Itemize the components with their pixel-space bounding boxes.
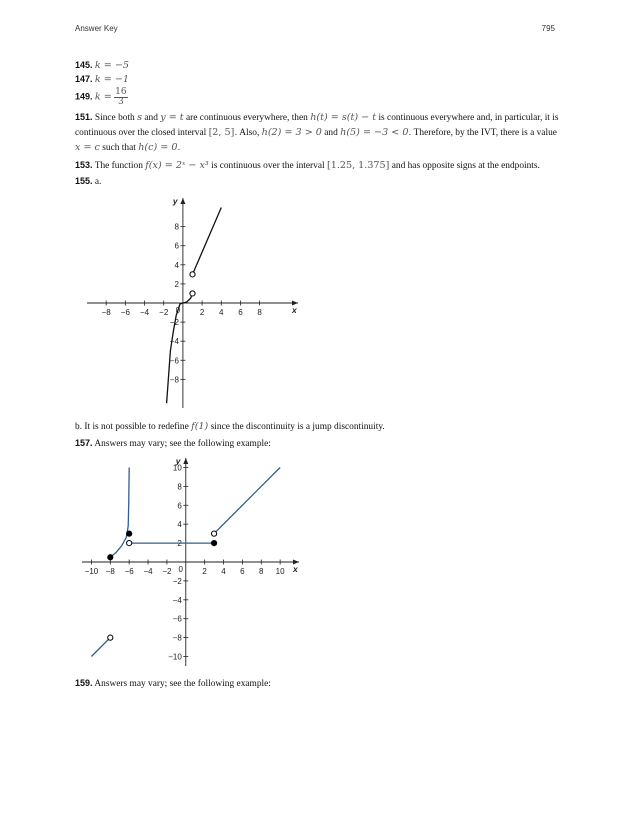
math: h(t) = s(t) − t [310, 112, 377, 123]
text: is continuous everywhere and, in particular, it is [378, 113, 559, 123]
closed-point [108, 555, 113, 560]
answer-145: 145. k = −5 [75, 60, 129, 71]
y-tick-label: −8 [169, 375, 179, 385]
x-tick-label: 6 [238, 308, 243, 317]
x-tick-label: 4 [219, 308, 224, 317]
math: [1.25, 1.375] [326, 160, 390, 171]
answer-155-part-b [75, 420, 557, 434]
series-line [214, 468, 280, 534]
x-tick-label: 10 [275, 567, 285, 576]
open-point [190, 291, 195, 296]
math: h(5) = −3 < 0. [340, 127, 412, 138]
answer-number: 153 [75, 160, 91, 170]
page-number: 795 [541, 24, 555, 33]
answer-equation: k = −5 [94, 60, 129, 71]
math: f(x) = 2ˣ − x³ [145, 160, 209, 171]
y-axis-arrow [183, 458, 188, 464]
open-point [190, 272, 195, 277]
x-tick-label: 8 [257, 308, 262, 317]
answer-number: 149 [75, 91, 91, 102]
answer-151-line-1: 151. Since both s and y = t are continuous everywhere, then h(t) = s(t) − t is continuous everywhere and, in particular, it is [75, 112, 559, 123]
answer-157: 157. Answers may vary; see the following example: [75, 438, 271, 449]
graph-155 [85, 192, 300, 412]
math: h(c) = 0. [138, 142, 181, 153]
x-tick-label: −2 [159, 308, 169, 317]
y-tick-label: 6 [174, 241, 179, 251]
origin-label: 0 [175, 306, 181, 315]
x-tick-label: 8 [259, 567, 264, 576]
x-tick-label: 2 [202, 567, 207, 576]
x-axis-label: x [293, 564, 298, 574]
answer-number: 155 [75, 176, 91, 186]
fraction [114, 88, 127, 107]
text: and [144, 113, 158, 123]
answer-151-line-2 [75, 126, 557, 140]
fraction-numerator: 16 [115, 87, 127, 97]
text: b. It is not possible to redefine [75, 422, 189, 432]
text: Therefore, by the IVT, there is a value [413, 128, 557, 138]
x-tick-label: −6 [124, 567, 134, 576]
text: and [324, 128, 338, 138]
y-tick-label: −8 [172, 633, 182, 643]
x-tick-label: 6 [240, 567, 245, 576]
math: s [137, 112, 143, 123]
text: The function [94, 161, 143, 171]
answer-159: 159. Answers may vary; see the following example: [75, 678, 271, 689]
text: Since both [94, 113, 135, 123]
y-tick-label: −6 [169, 356, 179, 366]
y-tick-label: 4 [177, 520, 182, 530]
graph-157 [78, 452, 303, 670]
answer-149: 149. k = $\frac{16}{3}$ [75, 87, 127, 107]
x-axis-label: x [292, 305, 297, 315]
text: and has opposite signs at the endpoints. [391, 161, 540, 171]
x-tick-label: −6 [120, 308, 130, 317]
series-line [193, 208, 222, 275]
y-tick-label: 8 [177, 482, 182, 492]
y-tick-label: 10 [172, 463, 182, 473]
math: f(1) [191, 421, 209, 432]
x-tick-label: −8 [101, 308, 111, 317]
x-tick-label: 2 [199, 308, 205, 317]
answer-number: 145 [75, 60, 91, 70]
y-tick-label: −4 [172, 595, 182, 605]
fraction-denominator: 3 [118, 97, 124, 107]
y-axis-label: y [172, 196, 178, 206]
text: Answers may vary; see the following example: [94, 679, 271, 689]
text: since the discontinuity is a jump discontinuity. [210, 422, 385, 432]
y-tick-label: −6 [172, 614, 182, 624]
answer-153: 153. The function f(x) = 2ˣ − x³ is continuous over the interval [1.25, 1.375] and has opposite signs at the endpoints. [75, 160, 540, 171]
y-tick-label: −4 [169, 337, 179, 347]
y-axis-label: y [175, 456, 181, 466]
answer-number: 159 [75, 678, 91, 688]
y-tick-label: −2 [172, 576, 182, 586]
text: is continuous over the interval [211, 161, 325, 171]
running-header-title: Answer Key [75, 24, 118, 33]
text: Answers may vary; see the following example: [94, 439, 271, 449]
open-point [127, 540, 132, 545]
origin-label: 0 [178, 565, 184, 574]
math: h(2) = 3 > 0 [261, 127, 322, 138]
text: Also, [239, 128, 260, 138]
answer-number: 151 [75, 112, 91, 122]
open-point [108, 635, 113, 640]
y-tick-label: 8 [174, 222, 179, 232]
y-tick-label: 6 [177, 501, 182, 511]
series-line [91, 638, 110, 657]
x-tick-label: −8 [105, 567, 115, 576]
y-tick-label: 4 [174, 260, 179, 270]
y-tick-label: −10 [168, 652, 182, 662]
text: are continuous everywhere, then [186, 113, 308, 123]
math: y = t [160, 112, 184, 123]
text: continuous over the closed interval [75, 128, 207, 138]
x-tick-label: −4 [139, 308, 150, 317]
answer-151-line-3 [75, 141, 557, 155]
answer-155: 155. a. [75, 176, 102, 187]
y-axis-arrow [180, 198, 185, 204]
y-tick-label: −2 [169, 318, 179, 328]
x-tick-label: −2 [162, 567, 172, 576]
math: [2, 5]. [208, 127, 238, 138]
y-tick-label: 2 [177, 539, 182, 549]
closed-point [127, 531, 132, 536]
y-tick-label: 2 [174, 279, 179, 289]
closed-point [211, 540, 216, 545]
text: such that [102, 143, 136, 153]
answer-equation-lhs: k = [94, 91, 112, 103]
open-point [211, 531, 216, 536]
x-tick-label: −10 [84, 567, 99, 576]
answer-147: 147. k = −1 [75, 74, 129, 85]
answer-number: 147 [75, 74, 91, 84]
x-tick-label: 4 [221, 567, 226, 576]
answer-equation: k = −1 [94, 74, 129, 85]
answer-number: 157 [75, 438, 91, 448]
part-label: a. [94, 177, 102, 187]
math: x = c [75, 142, 100, 153]
x-tick-label: −4 [143, 567, 153, 576]
